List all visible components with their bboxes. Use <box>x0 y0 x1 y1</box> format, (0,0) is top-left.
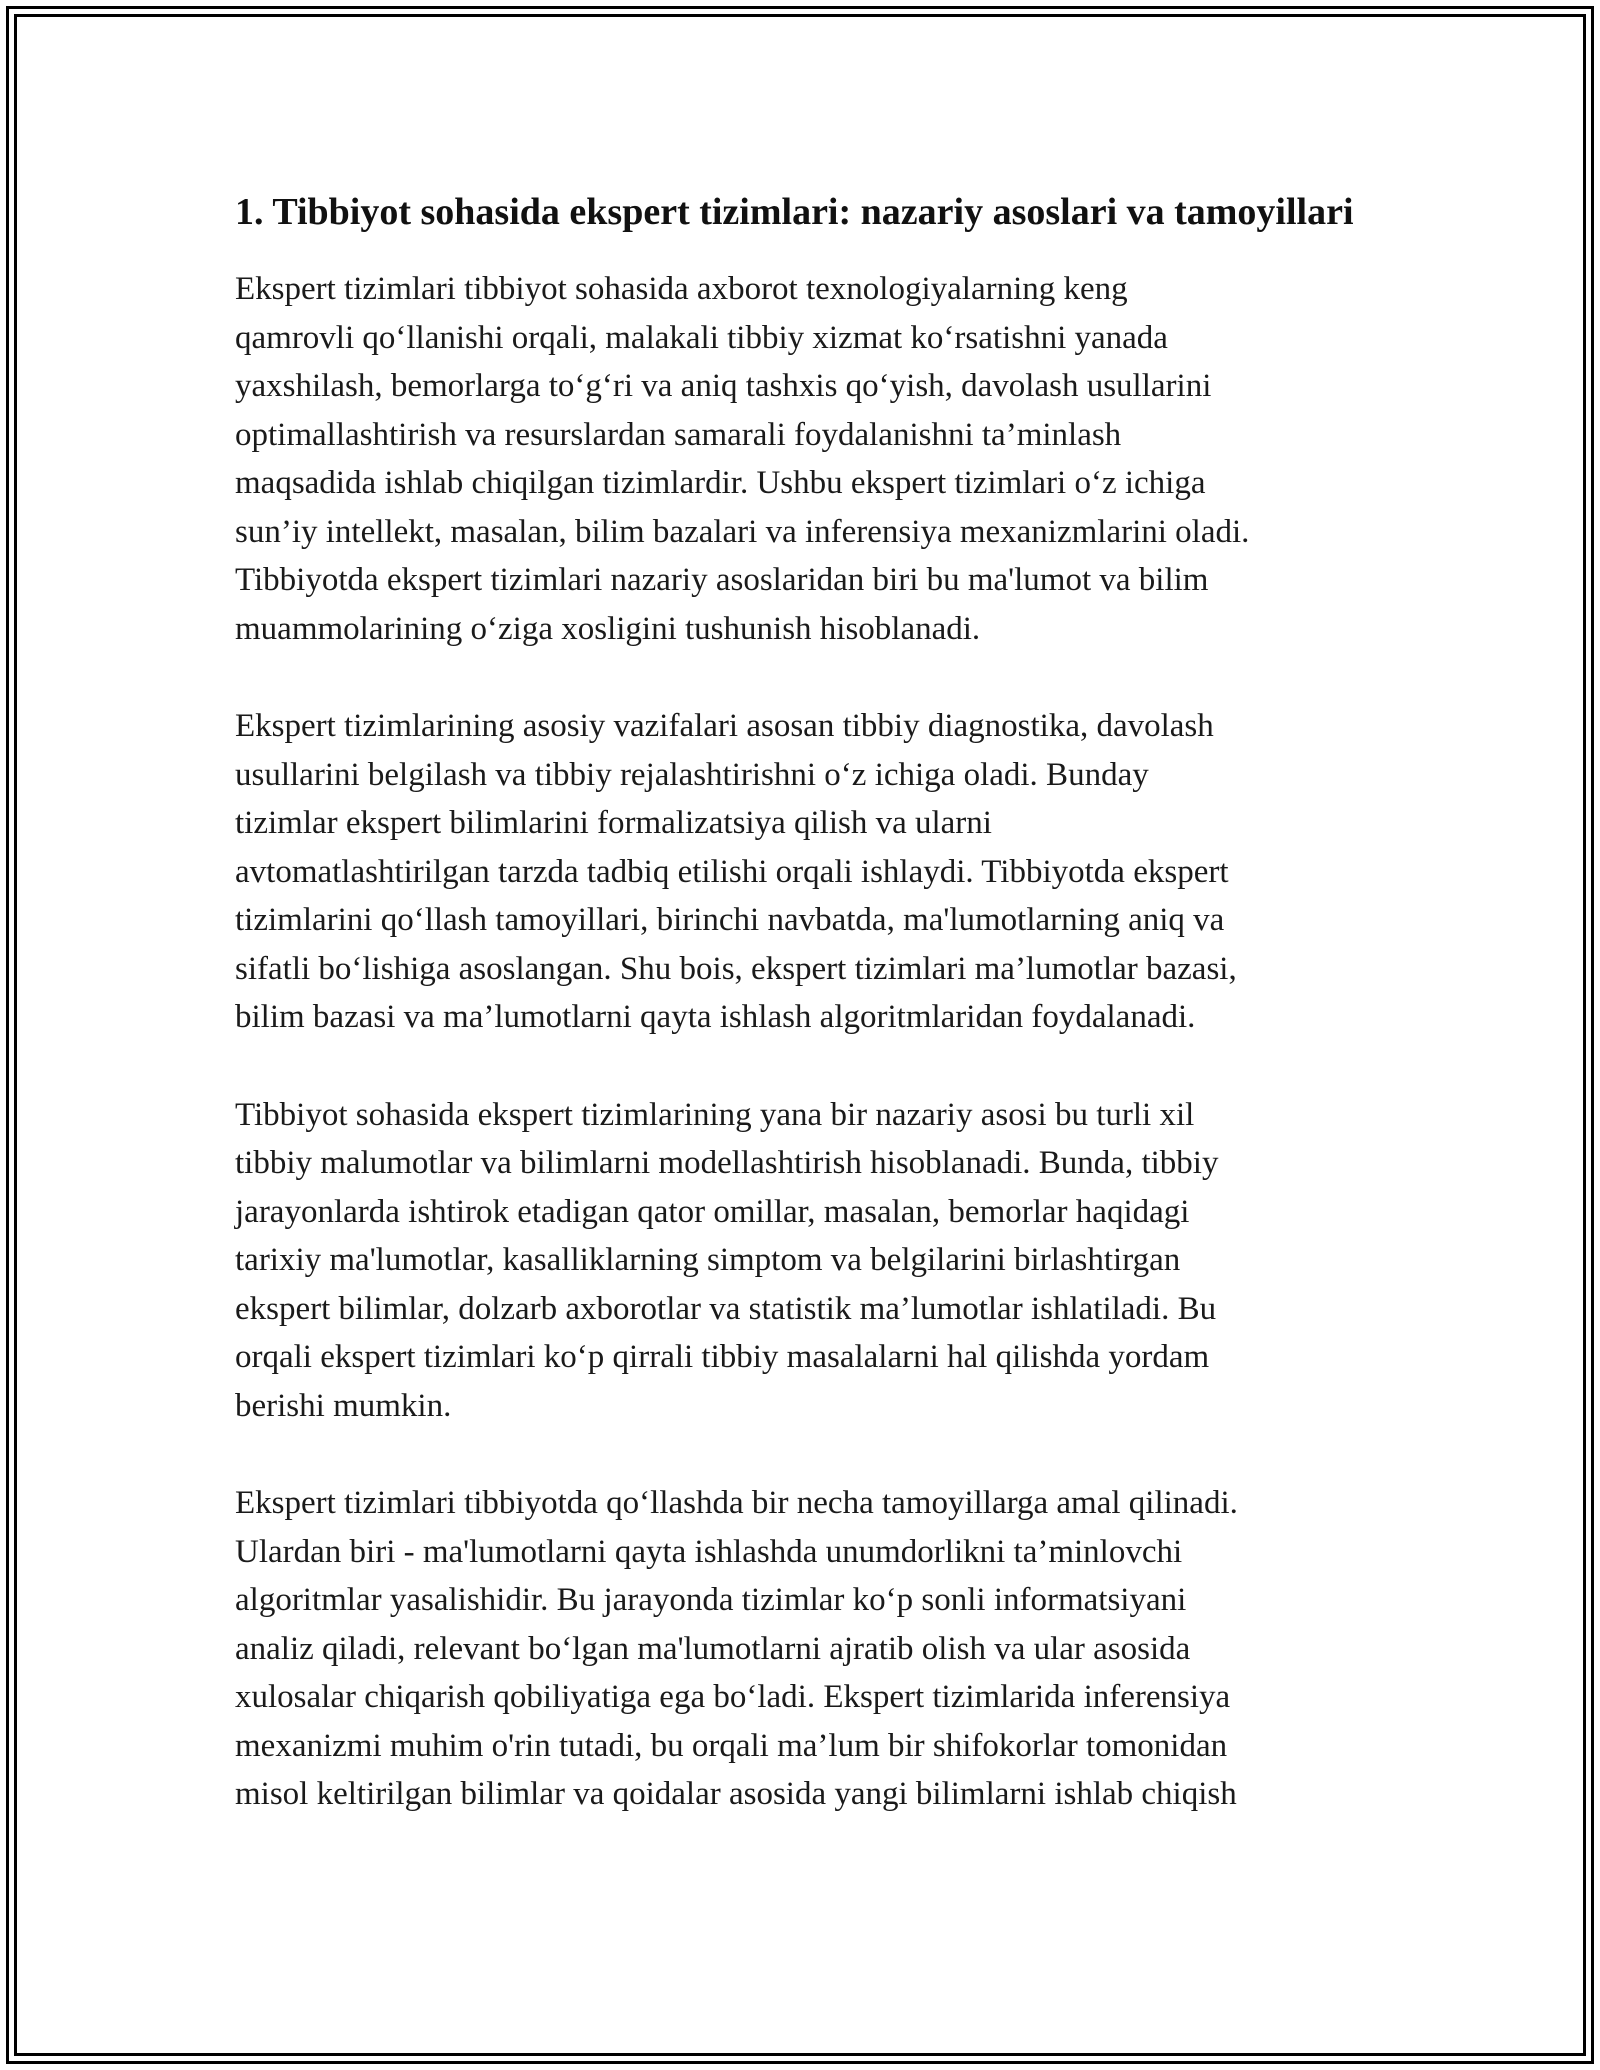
paragraph-4: Ekspert tizimlari tibbiyotda qo‘llashda bir necha tamoyillarga amal qilinadi. Ulardan biri - ma'lumotlarni qayta ishlashda unumdorlikni ta’minlovchi algoritmlar yasalishidir. Bu jarayonda tizimlar ko‘p sonli informatsiyani analiz qiladi, relevant bo‘lgan ma'lumotlarni ajratib olish va ular asosida xulosalar chiqarish qobiliyatiga ega bo‘ladi. Ekspert tizimlarida inferensiya mexanizmi muhim o'rin tutadi, bu orqali ma’lum bir shifokorlar tomonidan misol keltirilgan bilimlar va qoidalar asosida yangi bilimlarni ishlab chiqish <box>235 1485 1238 1812</box>
section-heading: 1. Tibbiyot sohasida ekspert tizimlari: nazariy asoslari va tamoyillari <box>235 191 1354 233</box>
paragraph-2: Ekspert tizimlarining asosiy vazifalari asosan tibbiy diagnostika, davolash usullarini belgilash va tibbiy rejalashtirishni o‘z ichiga oladi. Bunday tizimlar ekspert bilimlarini formalizatsiya qilish va ularni avtomatlashtirilgan tarzda tadbiq etilishi orqali ishlaydi. Tibbiyotda ekspert tizimlarini qo‘llash tamoyillari, birinchi navbatda, ma'lumotlarning aniq va sifatli bo‘lishiga asoslangan. Shu bois, ekspert tizimlari ma’lumotlar bazasi, bilim bazasi va ma’lumotlarni qayta ishlash algoritmlaridan foydalanadi. <box>235 708 1237 1035</box>
paragraph-1: Ekspert tizimlari tibbiyot sohasida axborot texnologiyalarning keng qamrovli qo‘llanishi orqali, malakali tibbiy xizmat ko‘rsatishni yanada yaxshilash, bemorlarga to‘g‘ri va aniq tashxis qo‘yish, davolash usullarini optimallashtirish va resurslardan samarali foydalanishni ta’minlash maqsadida ishlab chiqilgan tizimlardir. Ushbu ekspert tizimlari o‘z ichiga sun’iy intellekt, masalan, bilim bazalari va inferensiya mexanizmlarini oladi. Tibbiyotda ekspert tizimlari nazariy asoslaridan biri bu ma'lumot va bilim muammolarining o‘ziga xosligini tushunish hisoblanadi. <box>235 271 1250 647</box>
paragraph-3: Tibbiyot sohasida ekspert tizimlarining yana bir nazariy asosi bu turli xil tibbiy malumotlar va bilimlarni modellashtirish hisoblanadi. Bunda, tibbiy jarayonlarda ishtirok etadigan qator omillar, masalan, bemorlar haqidagi tarixiy ma'lumotlar, kasalliklarning simptom va belgilarini birlashtirgan ekspert bilimlar, dolzarb axborotlar va statistik ma’lumotlar ishlatiladi. Bu orqali ekspert tizimlari ko‘p qirrali tibbiy masalalarni hal qilishda yordam berishi mumkin. <box>235 1096 1219 1424</box>
document-body <box>235 185 1380 1868</box>
